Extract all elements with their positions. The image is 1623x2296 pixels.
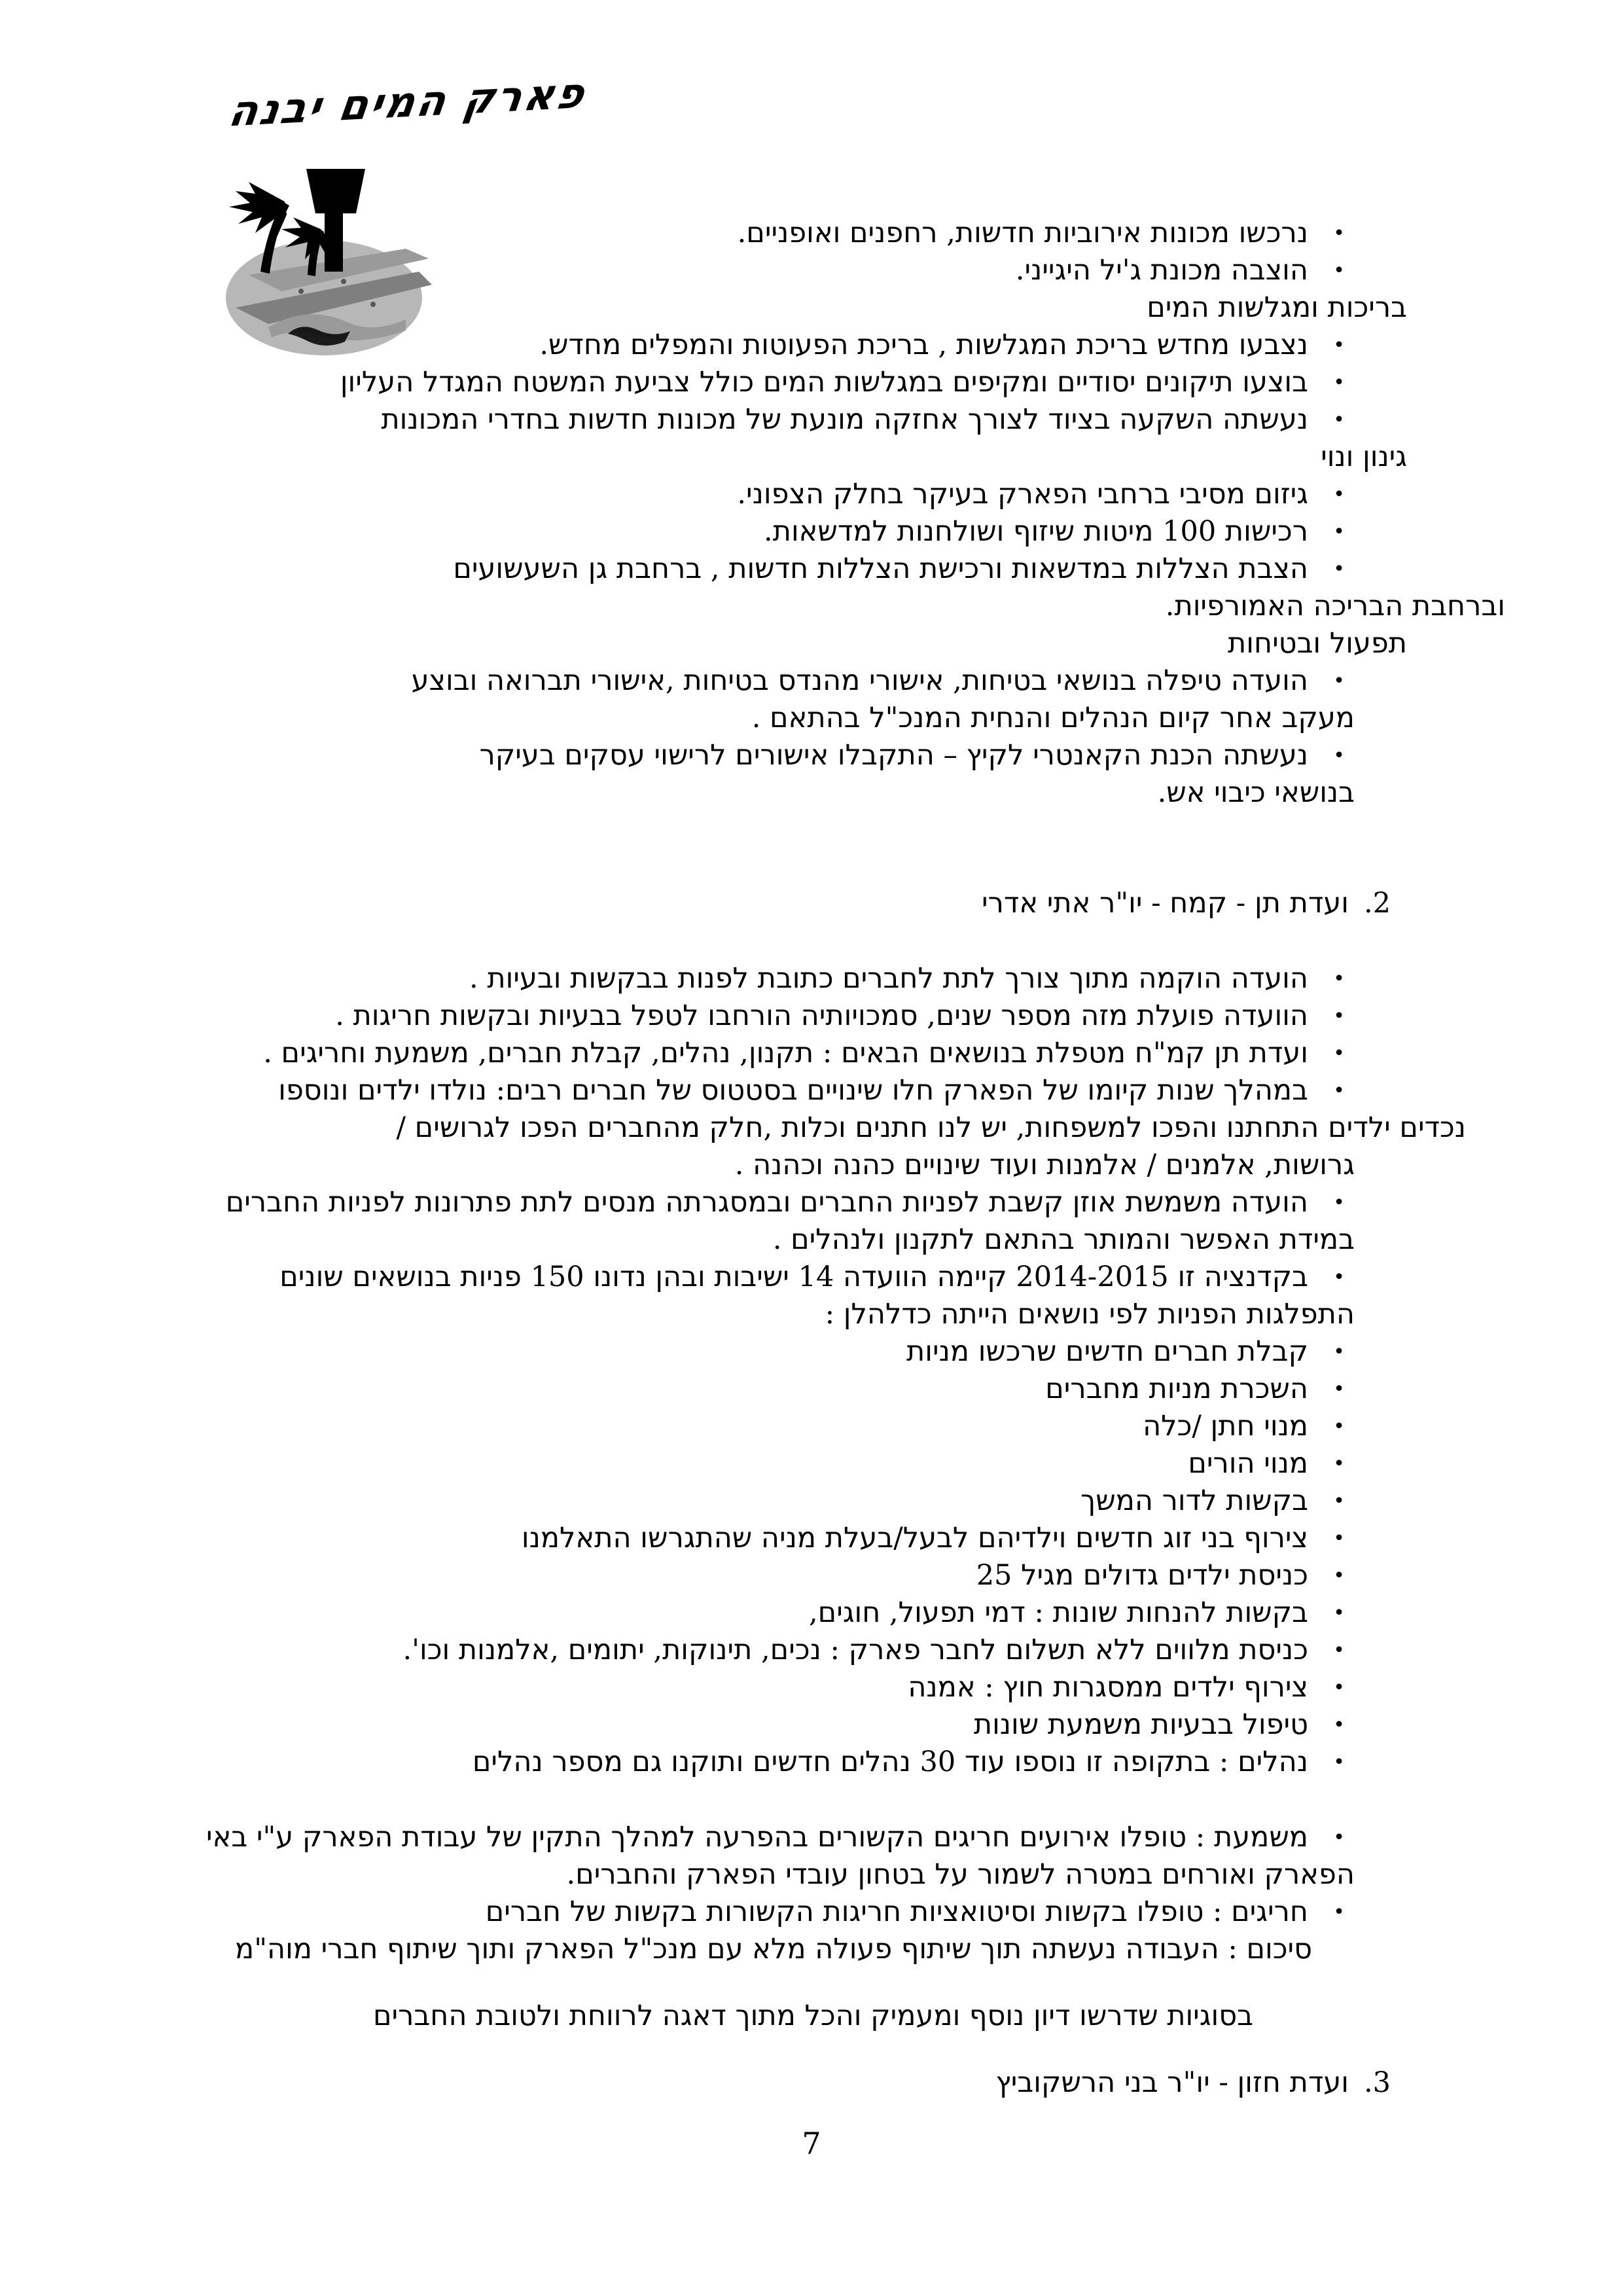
text-line (79, 997, 1505, 1035)
bullet-icon: • (1333, 1751, 1345, 1774)
bullet-icon: • (1333, 334, 1345, 357)
bullet-icon: • (1333, 1079, 1345, 1102)
text-line (79, 215, 1505, 252)
text-line (79, 1035, 1505, 1072)
line-text: ועדת תן קמ"ח מטפלת בנושאים הבאים : תקנון, נהלים, קבלת חברים, משמעת וחריגים . (263, 1037, 1308, 1069)
bullet-icon: • (1333, 1340, 1345, 1363)
text-line (79, 588, 1505, 625)
text-line (79, 700, 1505, 737)
line-text: הועדה טיפלה בנושאי בטיחות, אישורי מהנדס בטיחות ,אישורי תברואה ובוצע (411, 664, 1308, 697)
item-number: 2. (1363, 887, 1391, 920)
line-text: בקשות להנחות שונות : דמי תפעול, חוגים, (809, 1596, 1308, 1629)
text-line (79, 476, 1505, 513)
text-line (79, 1520, 1505, 1557)
bullet-icon: • (1333, 1602, 1345, 1624)
text-line (79, 1184, 1505, 1221)
text-line (79, 1296, 1505, 1333)
item-number: 3. (1363, 2066, 1391, 2099)
line-text: כניסת מלווים ללא תשלום לחבר פארק : נכים, תינוקות, יתומים ,אלמנות וכו'. (402, 1634, 1308, 1666)
text-line (79, 327, 1505, 364)
bullet-icon: • (1333, 1676, 1345, 1699)
text-line (79, 401, 1505, 439)
text-line (79, 1819, 1505, 1856)
numbered-section-heading (79, 2064, 1505, 2102)
section-heading (79, 439, 1505, 476)
line-text: כניסת ילדים גדולים מגיל 25 (976, 1559, 1308, 1592)
text-line (79, 1147, 1505, 1184)
line-text: במידת האפשר והמותר בהתאם לתקנון ולנהלים . (772, 1223, 1355, 1256)
text-line (79, 1482, 1505, 1520)
bullet-icon: • (1333, 1639, 1345, 1662)
bullet-icon: • (1333, 1564, 1345, 1587)
line-text: רכישות 100 מיטות שיזוף ושולחנות למדשאות. (764, 515, 1308, 548)
text-line (79, 1594, 1505, 1632)
bullet-icon: • (1333, 1826, 1345, 1849)
line-text: בריכות ומגלשות המים (1147, 291, 1407, 324)
bullet-icon: • (1333, 1042, 1345, 1065)
line-text: הועדה משמשת אוזן קשבת לפניות החברים ובמסגרתה מנסים לתת פתרונות לפניות החברים (225, 1186, 1308, 1219)
numbered-section-heading (79, 885, 1505, 922)
bullet-icon: • (1333, 1191, 1345, 1214)
bullet-icon: • (1333, 1415, 1345, 1438)
line-text: נכדים ילדים התחתנו והפכו למשפחות, יש לנו חתנים וכלות ,חלק מהחברים הפכו לגרושים / (396, 1111, 1466, 1144)
line-text: מנוי הורים (1188, 1447, 1308, 1480)
line-text: במהלך שנות קיומו של הפארק חלו שינויים בסטטוס של חברים רבים: נולדו ילדים ונוספו (278, 1074, 1308, 1107)
text-line (79, 1371, 1505, 1408)
line-text: וברחבת הבריכה האמורפיות. (1165, 590, 1505, 622)
line-text: משמעת : טופלו אירועים חריגים הקשורים בהפרעה למהלך התקין של עבודת הפארק ע"י באי (206, 1821, 1308, 1854)
line-text: בנושאי כיבוי אש. (1157, 776, 1355, 809)
text-line (79, 550, 1505, 588)
bullet-icon: • (1333, 259, 1345, 282)
line-text: חריגים : טופלו בקשות וסיטואציות חריגות הקשורות בקשות של חברים (485, 1895, 1308, 1928)
text-line (79, 1221, 1505, 1259)
text-line (79, 1706, 1505, 1744)
bullet-icon: • (1333, 744, 1345, 767)
bullet-icon: • (1333, 222, 1345, 245)
line-text: צירוף ילדים ממסגרות חוץ : אמנה (908, 1671, 1308, 1704)
bullet-icon: • (1333, 1005, 1345, 1028)
line-text: בסוגיות שדרשו דיון נוסף ומעמיק והכל מתוך דאגה לרווחת ולטובת החברים (372, 2000, 1253, 2032)
bullet-icon: • (1333, 1713, 1345, 1736)
line-text: ועדת תן - קמח - יו"ר אתי אדרי (982, 887, 1349, 920)
line-text: בקשות לדור המשך (1080, 1484, 1308, 1517)
line-text: גיזום מסיבי ברחבי הפארק בעיקר בחלק הצפוני. (737, 478, 1308, 511)
page-number: 7 (802, 2126, 821, 2161)
letterhead-script-title: פארק המים יבנה (225, 69, 590, 137)
line-text: השכרת מניות מחברים (1045, 1372, 1308, 1405)
line-text: ועדת חזון - יו"ר בני הרשקוביץ (995, 2066, 1349, 2099)
text-line (79, 1408, 1505, 1445)
bullet-icon: • (1333, 670, 1345, 692)
text-line (79, 364, 1505, 401)
bullet-icon: • (1333, 483, 1345, 506)
bullet-icon: • (1333, 1527, 1345, 1550)
line-text: תפעול ובטיחות (1228, 627, 1407, 660)
text-line (79, 1333, 1505, 1371)
bullet-icon: • (1333, 1490, 1345, 1513)
line-text: גרושות, אלמנים / אלמנות ועוד שינויים כהנה וכהנה . (734, 1149, 1355, 1181)
text-line (79, 1998, 1505, 2035)
line-text: הצבת הצללות במדשאות ורכישת הצללות חדשות , ברחבת גן השעשועים (453, 552, 1308, 585)
bullet-icon: • (1333, 1901, 1345, 1924)
text-line (79, 1072, 1505, 1109)
bullet-icon: • (1333, 1378, 1345, 1401)
line-text: טיפול בבעיות משמעת שונות (973, 1708, 1308, 1741)
document-body (79, 215, 1505, 2102)
line-text: צירוף בני זוג חדשים וילדיהם לבעל/בעלת מניה שהתגרשו התאלמנו (521, 1522, 1308, 1554)
text-line (79, 513, 1505, 550)
line-text: נהלים : בתקופה זו נוספו עוד 30 נהלים חדשים ותוקנו גם מספר נהלים (472, 1746, 1308, 1778)
text-line (79, 1109, 1505, 1147)
text-line (79, 1893, 1505, 1931)
bullet-icon: • (1333, 408, 1345, 431)
bullet-icon: • (1333, 371, 1345, 394)
text-line (79, 1259, 1505, 1296)
section-heading (79, 289, 1505, 327)
text-line (79, 1669, 1505, 1706)
text-line (79, 1557, 1505, 1594)
line-text: מנוי חתן /כלה (1143, 1410, 1308, 1443)
line-text: בוצעו תיקונים יסודיים ומקיפים במגלשות המים כולל צביעת המשטח המגדל העליון (340, 366, 1308, 399)
text-line (79, 1445, 1505, 1482)
bullet-icon: • (1333, 558, 1345, 581)
text-line (79, 774, 1505, 812)
bullet-icon: • (1333, 967, 1345, 990)
section-heading (79, 625, 1505, 662)
line-text: נצבעו מחדש בריכת המגלשות , בריכת הפעוטות והמפלים מחדש. (539, 329, 1308, 361)
line-text: נעשתה הכנת הקאנטרי לקיץ – התקבלו אישורים לרישוי עסקים בעיקר (479, 739, 1308, 772)
text-line (79, 960, 1505, 997)
text-line (79, 1931, 1505, 1968)
line-text: בקדנציה זו ‎2014-2015‎ קיימה הוועדה 14 ישיבות ובהן נדונו 150 פניות בנושאים שונים (279, 1261, 1308, 1293)
text-line (79, 1632, 1505, 1669)
text-line (79, 662, 1505, 700)
line-text: מעקב אחר קיום הנהלים והנחית המנכ"ל בהתאם . (751, 702, 1355, 734)
line-text: נעשתה השקעה בציוד לצורך אחזקה מונעת של מכונות חדשות בחדרי המכונות (381, 403, 1308, 436)
line-text: נרכשו מכונות אירוביות חדשות, רחפנים ואופניים. (737, 217, 1308, 249)
bullet-icon: • (1333, 520, 1345, 543)
line-text: קבלת חברים חדשים שרכשו מניות (906, 1335, 1308, 1368)
line-text: סיכום : העבודה נעשתה תוך שיתוף פעולה מלא עם מנכ"ל הפארק ותוך שיתוף חברי מוה"מ (235, 1933, 1312, 1965)
line-text: הוצבה מכונת ג'יל היגייני. (1015, 254, 1308, 287)
text-line (79, 1744, 1505, 1781)
line-text: הפארק ואורחים במטרה לשמור על בטחון עובדי הפארק והחברים. (566, 1858, 1355, 1891)
bullet-icon: • (1333, 1452, 1345, 1475)
bullet-icon: • (1333, 1266, 1345, 1289)
line-text: גינון ונוי (1321, 440, 1407, 473)
line-text: התפלגות הפניות לפי נושאים הייתה כדלהלן : (825, 1298, 1355, 1331)
line-text: הועדה הוקמה מתוך צורך לתת לחברים כתובת לפנות בבקשות ובעיות . (469, 962, 1308, 995)
text-line (79, 737, 1505, 774)
text-line (79, 1856, 1505, 1893)
line-text: הוועדה פועלת מזה מספר שנים, סמכויותיה הורחבו לטפל בבעיות ובקשות חריגות . (335, 999, 1308, 1032)
text-line (79, 252, 1505, 289)
